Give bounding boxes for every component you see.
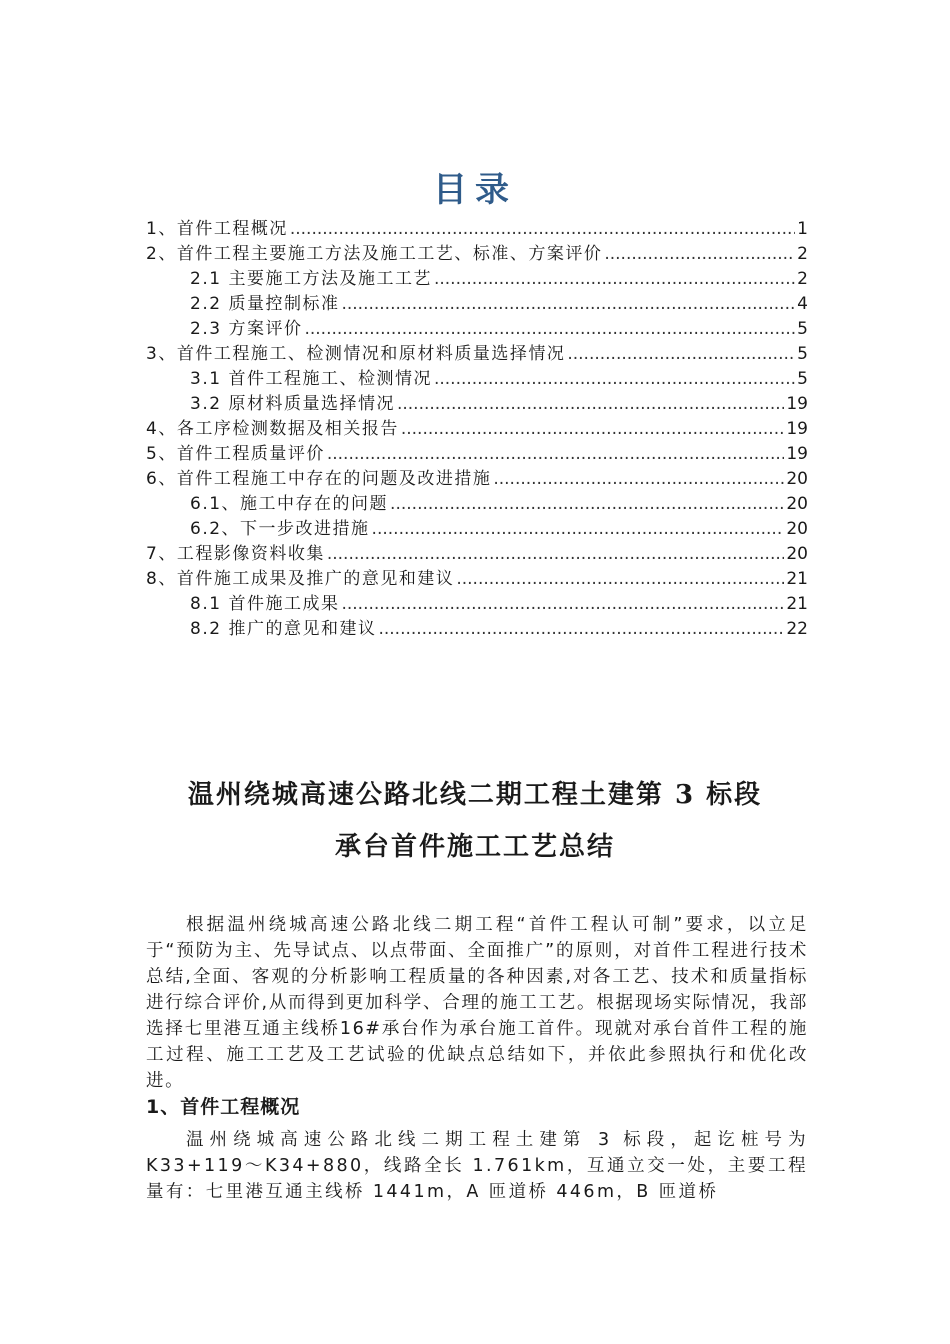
toc-entry[interactable] [146,467,808,492]
toc-subentry[interactable] [146,267,808,292]
toc-entry-text: 8、首件施工成果及推广的意见和建议 [146,569,455,589]
toc-entry-page: 4 [797,294,808,314]
toc-entry[interactable] [146,242,808,267]
toc-leader-dots [397,392,784,417]
toc-entry-text: 1、首件工程概况 [146,219,288,239]
toc-entry-page: 19 [786,444,808,464]
toc-entry-text: 3.1 首件工程施工、检测情况 [190,369,432,389]
toc-entry[interactable] [146,417,808,442]
document-title: 温州绕城高速公路北线二期工程土建第 3 标段 [187,780,763,810]
toc-entry-text: 8.1 首件施工成果 [190,594,340,614]
toc-entry-text: 5、首件工程质量评价 [146,444,325,464]
toc-entry-page: 20 [786,494,808,514]
toc-entry-text: 7、工程影像资料收集 [146,544,325,564]
toc-entry-text: 4、各工序检测数据及相关报告 [146,419,399,439]
toc-leader-dots [390,492,784,517]
toc-entry-text: 3.2 原材料质量选择情况 [190,394,395,414]
toc-subentry[interactable] [146,592,808,617]
toc-subentry[interactable] [146,367,808,392]
toc-subentry[interactable] [146,292,808,317]
toc-entry-page: 2 [797,269,808,289]
toc-leader-dots [604,242,795,267]
toc-leader-dots [304,317,795,342]
document-subtitle: 承台首件施工工艺总结 [334,832,615,862]
toc-entry-text: 6.2、下一步改进措施 [190,519,370,539]
toc-entry-page: 5 [797,344,808,364]
toc-leader-dots [493,467,784,492]
section-heading: 1、首件工程概况 [146,1096,301,1118]
toc-entry[interactable] [146,442,808,467]
toc-entry-page: 21 [786,569,808,589]
toc-subentry[interactable] [146,617,808,642]
toc-entry-page: 20 [786,469,808,489]
toc-leader-dots [372,517,785,542]
toc-entry-page: 20 [786,519,808,539]
toc-leader-dots [327,542,785,567]
toc-entry-page: 1 [797,219,808,239]
toc-entry-page: 2 [797,244,808,264]
section-paragraph: 温州绕城高速公路北线二期工程土建第 3 标段，起讫桩号为K33+119～K34+880，线路全长 1.761km，互通立交一处，主要工程量有：七里港互通主线桥 1441m，A 匝道桥 446m，B 匝道桥 [146,1130,808,1202]
toc-leader-dots [434,267,795,292]
toc-leader-dots [378,617,784,642]
table-of-contents [146,217,808,642]
toc-subentry[interactable] [146,317,808,342]
toc-entry-page: 22 [786,619,808,639]
toc-entry-page: 20 [786,544,808,564]
toc-subentry[interactable] [146,392,808,417]
toc-subentry[interactable] [146,492,808,517]
toc-leader-dots [567,342,795,367]
toc-entry-page: 19 [786,394,808,414]
intro-paragraph: 根据温州绕城高速公路北线二期工程“首件工程认可制”要求，以立足于“预防为主、先导试点、以点带面、全面推广”的原则，对首件工程进行技术总结,全面、客观的分析影响工程质量的各种因素,对各工艺、技术和质量指标进行综合评价,从而得到更加科学、合理的施工工艺。根据现场实际情况，我部选择七里港互通主线桥16#承台作为承台施工首件。现就对承台首件工程的施工过程、施工工艺及工艺试验的优缺点总结如下，并依此参照执行和优化改进。 [146,915,808,1091]
toc-entry-page: 5 [797,319,808,339]
toc-entry-text: 6.1、施工中存在的问题 [190,494,389,514]
toc-leader-dots [341,292,795,317]
toc-entry-text: 3、首件工程施工、检测情况和原材料质量选择情况 [146,344,566,364]
toc-entry[interactable] [146,567,808,592]
toc-entry[interactable] [146,542,808,567]
toc-title: 目录 [433,170,517,210]
toc-leader-dots [434,367,795,392]
toc-entry-text: 2.2 质量控制标准 [190,294,340,314]
toc-leader-dots [290,217,795,242]
toc-entry-text: 2、首件工程主要施工方法及施工工艺、标准、方案评价 [146,244,603,264]
toc-entry-text: 8.2 推广的意见和建议 [190,619,377,639]
toc-entry-page: 21 [786,594,808,614]
toc-entry-page: 5 [797,369,808,389]
toc-entry[interactable] [146,217,808,242]
toc-entry-text: 2.3 方案评价 [190,319,303,339]
toc-entry-text: 2.1 主要施工方法及施工工艺 [190,269,432,289]
toc-entry[interactable] [146,342,808,367]
toc-subentry[interactable] [146,517,808,542]
toc-leader-dots [401,417,785,442]
toc-entry-page: 19 [786,419,808,439]
toc-leader-dots [456,567,784,592]
toc-entry-text: 6、首件工程施工中存在的问题及改进措施 [146,469,492,489]
toc-leader-dots [341,592,784,617]
toc-leader-dots [327,442,785,467]
